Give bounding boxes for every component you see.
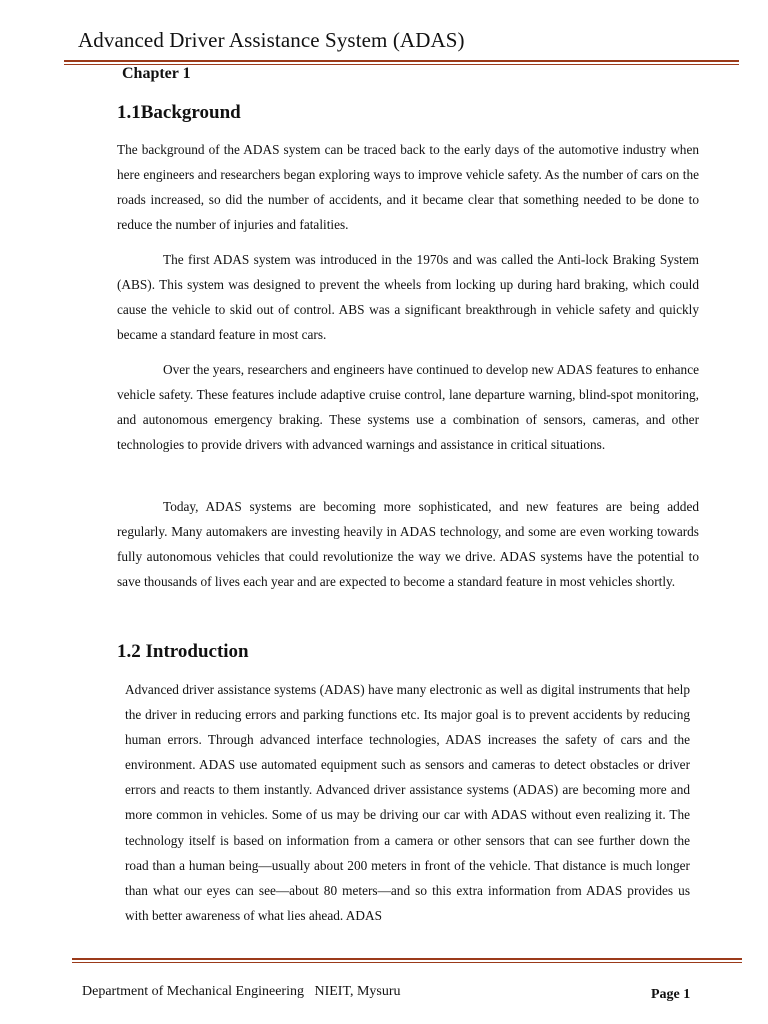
section-heading-introduction: 1.2 Introduction (117, 641, 249, 662)
running-header-title: Advanced Driver Assistance System (ADAS) (78, 28, 465, 52)
background-paragraph-2: The first ADAS system was introduced in the 1970s and was called the Anti-lock Braking System (ABS). This system was designed to prevent the wheels from locking up during hard braking, which could cause the vehicle to skid out of control. ABS was a significant breakthrough in vehicle safety and quickly became a standard feature in most cars. (117, 252, 699, 343)
background-paragraph-1: The background of the ADAS system can be traced back to the early days of the automotive industry when here engineers and researchers began exploring ways to improve vehicle safety. As the number of cars on the roads increased, so did the number of accidents, and it became clear that something needed to be done to reduce the number of injuries and fatalities. (117, 142, 699, 233)
background-paragraph-4: Today, ADAS systems are becoming more sophisticated, and new features are being added regularly. Many automakers are investing heavily in ADAS technology, and some are even working towards fully autonomous vehicles that could revolutionize the way we drive. ADAS systems have the potential to save thousands of lives each year and are expected to become a standard feature in most vehicles shortly. (117, 499, 699, 590)
chapter-label: Chapter 1 (122, 65, 191, 82)
footer-page-number: Page 1 (651, 987, 691, 1002)
footer-divider (72, 958, 742, 963)
section-heading-background: 1.1Background (117, 102, 241, 123)
background-paragraph-3: Over the years, researchers and engineers have continued to develop new ADAS features to enhance vehicle safety. These features include adaptive cruise control, lane departure warning, blind-spot monitoring, and autonomous emergency braking. These systems use a combination of sensors, cameras, and other technologies to provide drivers with advanced warnings and assistance in critical situations. (117, 362, 699, 453)
footer-department: Department of Mechanical Engineering NIEIT, Mysuru (82, 984, 401, 999)
introduction-paragraph: Advanced driver assistance systems (ADAS) have many electronic as well as digital instruments that help the driver in reducing errors and parking functions etc. Its major goal is to prevent accidents by reducing human errors. Through advanced interface technologies, ADAS increases the safety of cars and the environment. ADAS use automated equipment such as sensors and cameras to detect obstacles or driver errors and reacts to them instantly. Advanced driver assistance systems (ADAS) are becoming more and more common in vehicles. Some of us may be driving our car with ADAS without even realizing it. The technology itself is based on information from a camera or other sensors that can see further down the road than a human being—usually about 200 meters in front of the vehicle. That distance is much longer than what our eyes can see—about 80 meters—and so this extra information from ADAS provides us with better awareness of what lies ahead. ADAS (125, 682, 690, 923)
